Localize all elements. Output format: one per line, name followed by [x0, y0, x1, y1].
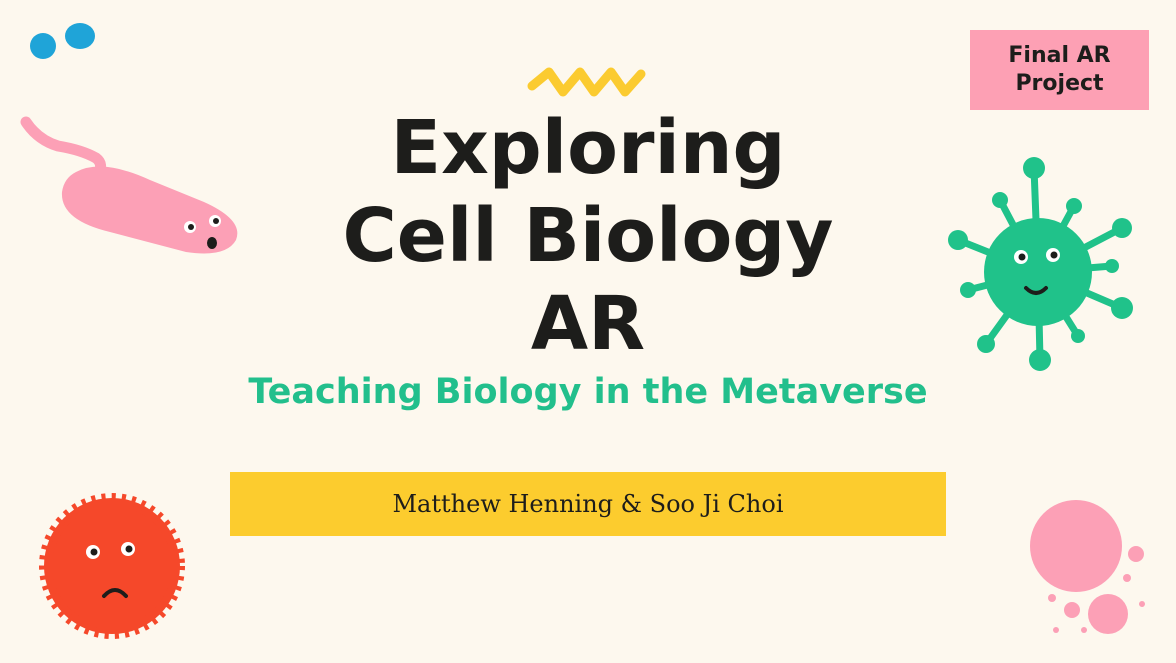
yellow-squiggle-icon — [524, 62, 650, 104]
slide-title — [288, 104, 888, 368]
author-names: Matthew Henning & Soo Ji Choi — [392, 490, 784, 518]
red-germ-icon — [36, 490, 188, 642]
title-line-3: AR — [530, 281, 646, 367]
pink-bacterium-icon — [18, 112, 248, 262]
title-line-1: Exploring — [390, 105, 786, 191]
blue-dots-icon — [26, 18, 102, 64]
pink-bubbles-icon — [1024, 500, 1154, 640]
title-line-2: Cell Biology — [342, 193, 834, 279]
badge-label: Final AR Project — [1008, 43, 1111, 96]
project-badge — [970, 30, 1149, 110]
green-virus-icon — [944, 154, 1140, 376]
slide-subtitle: Teaching Biology in the Metaverse — [248, 372, 928, 412]
author-bar — [230, 472, 946, 536]
